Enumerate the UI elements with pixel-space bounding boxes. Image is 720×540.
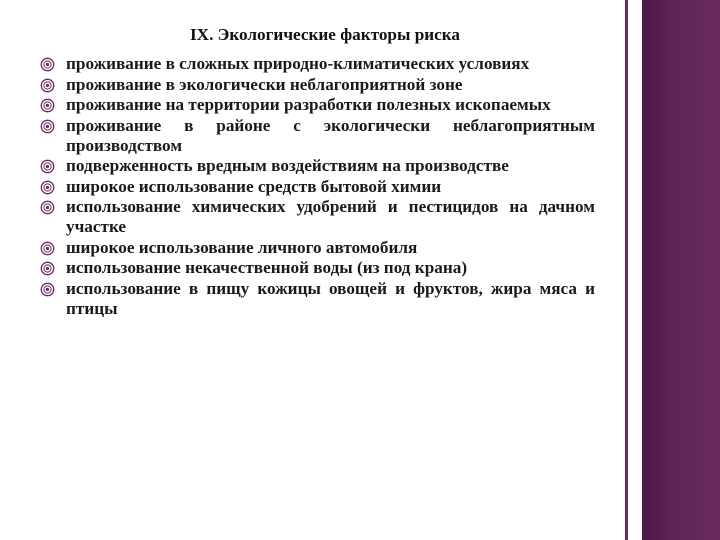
list-item	[40, 54, 595, 74]
ornate-circle-bullet-icon	[40, 57, 55, 72]
ornate-circle-bullet-icon	[40, 261, 55, 276]
side-divider-line	[625, 0, 628, 540]
ornate-circle-bullet-icon	[40, 241, 55, 256]
list-item	[40, 197, 595, 237]
list-item-text: проживание в районе с экологически неблагоприятным производством	[66, 115, 595, 155]
list-item-text: использование в пищу кожицы овощей и фруктов, жира мяса и птицы	[66, 278, 595, 318]
list-item-text: проживание в экологически неблагоприятной зоне	[66, 74, 463, 94]
list-item-text: использование химических удобрений и пестицидов на дачном участке	[66, 197, 595, 236]
list-item-text: использование некачественной воды (из под крана)	[66, 258, 468, 277]
ornate-circle-bullet-icon	[40, 98, 55, 113]
list-item	[40, 279, 595, 319]
list-item	[40, 238, 595, 258]
ornate-circle-bullet-icon	[40, 78, 55, 93]
list-item-text: проживание в сложных природно-климатических условиях	[66, 54, 530, 73]
list-item	[40, 258, 595, 278]
risk-factor-list	[40, 54, 595, 319]
side-panel	[642, 0, 720, 540]
list-item-text: широкое использование средств бытовой химии	[66, 176, 442, 196]
list-item	[40, 75, 595, 95]
ornate-circle-bullet-icon	[40, 119, 55, 134]
ornate-circle-bullet-icon	[40, 159, 55, 174]
list-item	[40, 116, 595, 156]
ornate-circle-bullet-icon	[40, 282, 55, 297]
ornate-circle-bullet-icon	[40, 180, 55, 195]
list-item-text: подверженность вредным воздействиям на производстве	[66, 156, 509, 175]
list-item-text: проживание на территории разработки полезных ископаемых	[66, 95, 551, 114]
slide-title: IX. Экологические факторы риска	[189, 25, 461, 44]
list-item-text: широкое использование личного автомобиля	[66, 237, 418, 257]
ornate-circle-bullet-icon	[40, 200, 55, 215]
list-item	[40, 95, 595, 115]
list-item	[40, 156, 595, 176]
list-item	[40, 177, 595, 197]
